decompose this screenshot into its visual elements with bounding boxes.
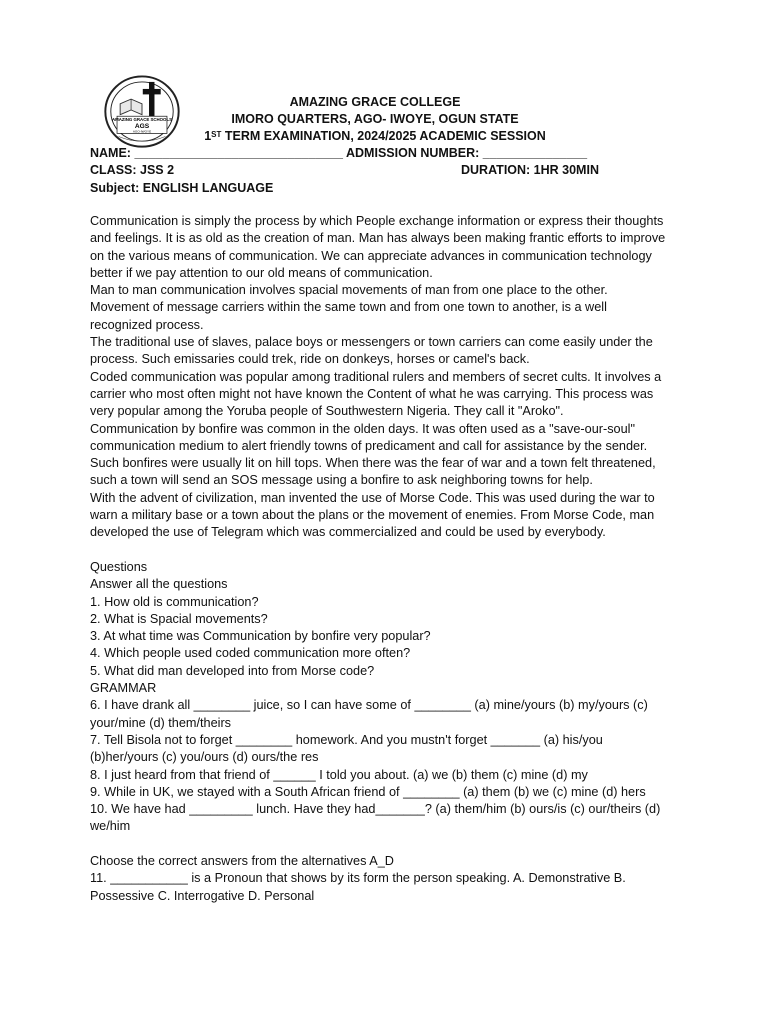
grammar-heading: GRAMMAR	[90, 681, 157, 696]
school-name: AMAZING GRACE COLLEGE	[289, 95, 461, 109]
passage-paragraph: The traditional use of slaves, palace boys or messengers or town carriers can come easily under the process. Such emissaries could trek, ride on donkeys, horses or camel's back.	[90, 335, 653, 367]
subject-line	[90, 180, 273, 197]
logo-place: AGO-IWOYE	[132, 129, 152, 134]
logo-ring-text: AMAZING GRACE SCHOOLS	[111, 116, 173, 122]
question-item: 11. ___________ is a Pronoun that shows by its form the person speaking. A. Demonstrative B. Possessive C. Interrogative D. Personal	[90, 871, 626, 903]
passage-paragraph: Communication is simply the process by which People exchange information or express their thoughts and feelings. It is as old as the creation of man. Man has always been making frantic efforts to improve on the various means of communication. We can appreciate advances in communication technology better if we pay attention to our old means of communication.	[90, 214, 666, 280]
exam-body	[90, 213, 670, 905]
question-item: 1. How old is communication?	[90, 594, 259, 609]
question-item: 4. Which people used coded communication more often?	[90, 646, 411, 661]
name-admission-line: NAME: ______________________________ ADMISSION NUMBER: _______________	[90, 146, 588, 160]
passage-paragraph: Communication by bonfire was common in the olden days. It was often used as a "save-our-soul" communication medium to alert friendly towns of predicament and call for assistance by the sender. Such bonfires were usually lit on hill tops. When there was the fear of war and a town felt threatened, such a town will send an SOS message using a bonfire to ask neighboring towns for help.	[90, 421, 656, 488]
logo-abbr: AGS	[134, 122, 150, 130]
questions-instruction: Answer all the questions	[90, 577, 228, 592]
passage-paragraph: Coded communication was popular among traditional rulers and members of secret cults. It involves a carrier who most often might not have known the Content of what he was carrying. This process was very popular among the Yoruba people of Southwestern Nigeria. They call it "Aroko".	[90, 369, 662, 419]
grammar-item: 8. I just heard from that friend of ______ I told you about. (a) we (b) them (c) mine (d) my	[90, 767, 588, 782]
subject-value: : ENGLISH LANGUAGE	[135, 181, 274, 195]
questions-heading: Questions	[90, 559, 148, 574]
grammar-item: 10. We have had _________ lunch. Have they had_______? (a) them/him (b) ours/is (c) our/theirs (d) we/him	[90, 802, 661, 834]
question-item: 5. What did man developed into from Morse code?	[90, 663, 375, 678]
passage-paragraph: With the advent of civilization, man invented the use of Morse Code. This was used during the war to warn a military base or a town about the plans or the movement of enemies. From Morse Code, man developed the use of Telegram which was commercialized and could be used by everybody.	[90, 490, 655, 540]
passage-paragraph: Man to man communication involves spacial movements of man from one place to the other. Movement of message carriers within the same town and from one town to another, is a well recognized process.	[90, 283, 608, 332]
exam-term-number: 1	[204, 129, 212, 143]
grammar-item: 9. While in UK, we stayed with a South African friend of ________ (a) them (b) we (c) mine (d) hers	[90, 784, 646, 799]
duration-line: DURATION: 1HR 30MIN	[461, 163, 599, 177]
question-item: 2. What is Spacial movements?	[90, 611, 268, 626]
choose-instruction: Choose the correct answers from the alternatives A_D	[90, 853, 394, 868]
grammar-item: 7. Tell Bisola not to forget ________ homework. And you mustn't forget _______ (a) his/you (b)her/yours (c) you/ours (d) ours/the res	[90, 732, 603, 765]
exam-term-suffix: ST	[211, 130, 222, 139]
school-address: IMORO QUARTERS, AGO- IWOYE, OGUN STATE	[231, 112, 519, 126]
exam-title	[150, 128, 600, 145]
grammar-item: 6. I have drank all ________ juice, so I can have some of ________ (a) mine/yours (b) my/yours (c) your/mine (d) them/theirs	[90, 698, 648, 730]
exam-title-rest: TERM EXAMINATION, 2024/2025 ACADEMIC SESSION	[221, 129, 546, 143]
class-line: CLASS: JSS 2	[90, 163, 175, 177]
subject-label: Subject	[90, 181, 136, 195]
question-item: 3. At what time was Communication by bonfire very popular?	[90, 629, 431, 644]
